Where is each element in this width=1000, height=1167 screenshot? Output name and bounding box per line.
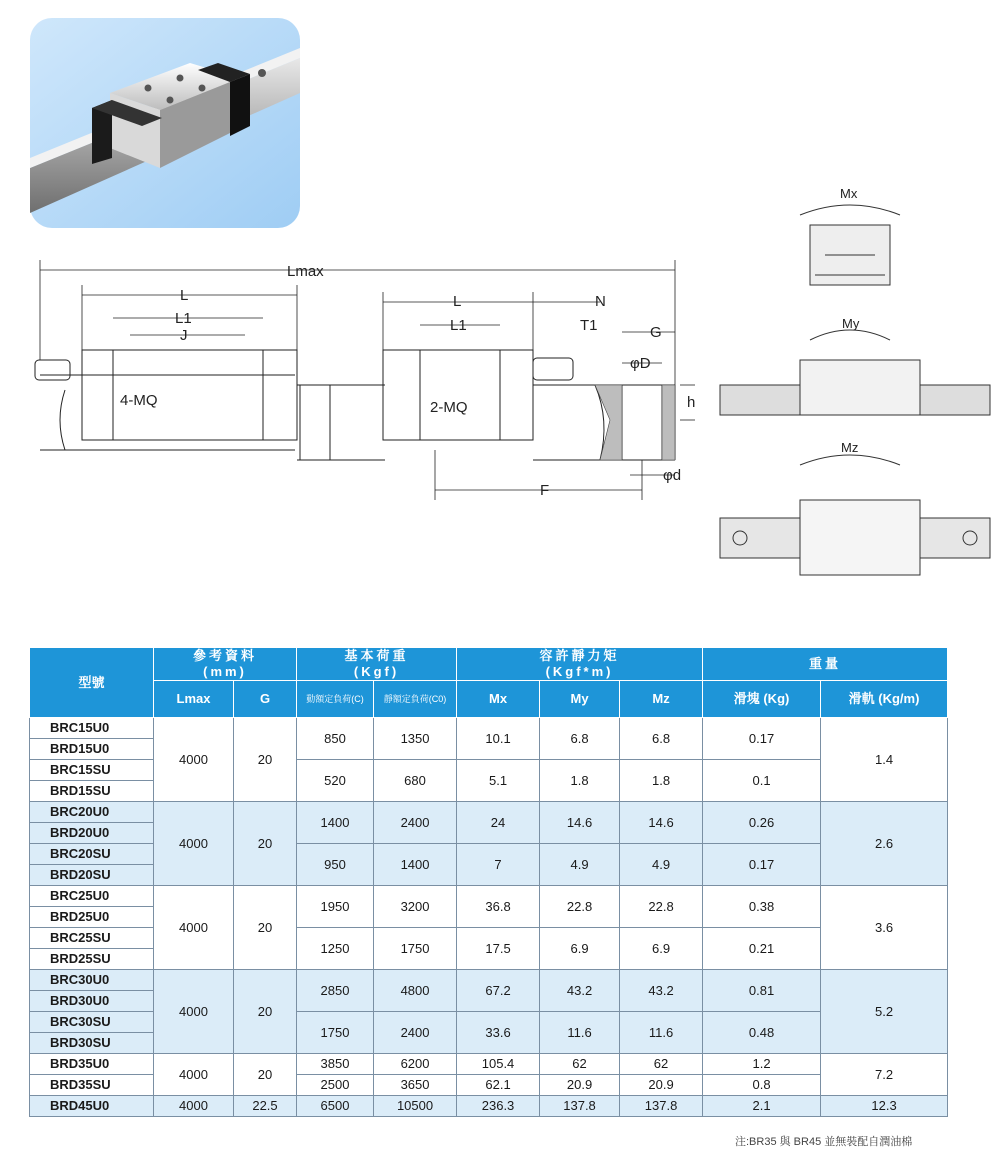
rail-weight-cell: 5.2: [821, 970, 948, 1054]
mx-cell: 62.1: [457, 1075, 540, 1096]
model-cell: BRC25SU: [30, 928, 154, 949]
model-cell: BRD15U0: [30, 739, 154, 760]
block-weight-cell: 0.1: [703, 760, 821, 802]
mx-cell: 67.2: [457, 970, 540, 1012]
c-cell: 1250: [297, 928, 374, 970]
table-row: [30, 886, 948, 907]
my-cell: 6.8: [540, 718, 620, 760]
c0-cell: 1350: [374, 718, 457, 760]
mz-cell: 20.9: [620, 1075, 703, 1096]
n-label: N: [595, 293, 606, 310]
block-weight-cell: 0.17: [703, 844, 821, 886]
model-cell: BRD35U0: [30, 1054, 154, 1075]
header-rail-weight: 滑軌 (Kg/m): [821, 681, 948, 718]
c-cell: 850: [297, 718, 374, 760]
block-weight-cell: 0.8: [703, 1075, 821, 1096]
mz-cell: 11.6: [620, 1012, 703, 1054]
block-weight-cell: 0.21: [703, 928, 821, 970]
header-weight: 重量: [703, 648, 948, 681]
c0-cell: 6200: [374, 1054, 457, 1075]
my-cell: 11.6: [540, 1012, 620, 1054]
block-weight-cell: 0.81: [703, 970, 821, 1012]
mz-cell: 43.2: [620, 970, 703, 1012]
lmax-cell: 4000: [154, 970, 234, 1054]
l-label-right: L: [453, 293, 462, 310]
mx-cell: 5.1: [457, 760, 540, 802]
mz-cell: 6.8: [620, 718, 703, 760]
c0-cell: 4800: [374, 970, 457, 1012]
model-cell: BRC15U0: [30, 718, 154, 739]
c0-cell: 2400: [374, 1012, 457, 1054]
mq2-label: 2-MQ: [430, 399, 468, 416]
my-cell: 6.9: [540, 928, 620, 970]
my-cell: 43.2: [540, 970, 620, 1012]
g-cell: 22.5: [234, 1096, 297, 1117]
l-label-left: L: [180, 287, 189, 304]
model-cell: BRD35SU: [30, 1075, 154, 1096]
header-model: 型號: [30, 648, 154, 718]
model-cell: BRC25U0: [30, 886, 154, 907]
g-cell: 20: [234, 1054, 297, 1096]
my-cell: 14.6: [540, 802, 620, 844]
lmax-cell: 4000: [154, 1096, 234, 1117]
model-cell: BRC15SU: [30, 760, 154, 781]
c0-cell: 2400: [374, 802, 457, 844]
block-weight-cell: 0.17: [703, 718, 821, 760]
j-label: J: [180, 327, 188, 344]
mz-cell: 137.8: [620, 1096, 703, 1117]
header-mz: Mz: [620, 681, 703, 718]
mx-cell: 7: [457, 844, 540, 886]
c0-cell: 680: [374, 760, 457, 802]
header-my: My: [540, 681, 620, 718]
c-cell: 520: [297, 760, 374, 802]
c0-cell: 1750: [374, 928, 457, 970]
c0-cell: 10500: [374, 1096, 457, 1117]
c0-cell: 1400: [374, 844, 457, 886]
model-cell: BRD20U0: [30, 823, 154, 844]
table-row: [30, 1054, 948, 1075]
footnote: 注:BR35 與 BR45 並無裝配自潤油棉: [735, 1136, 913, 1148]
model-cell: BRD25U0: [30, 907, 154, 928]
mz-cell: 4.9: [620, 844, 703, 886]
my-cell: 20.9: [540, 1075, 620, 1096]
mz-cell: 14.6: [620, 802, 703, 844]
lmax-label: Lmax: [287, 263, 324, 280]
rail-weight-cell: 12.3: [821, 1096, 948, 1117]
mz-cell: 1.8: [620, 760, 703, 802]
model-cell: BRC30SU: [30, 1012, 154, 1033]
table-row: [30, 802, 948, 823]
h-label: h: [687, 394, 696, 411]
mq4-label: 4-MQ: [120, 392, 158, 409]
table-row: [30, 1096, 948, 1117]
lmax-cell: 4000: [154, 1054, 234, 1096]
g-cell: 20: [234, 718, 297, 802]
model-cell: BRD25SU: [30, 949, 154, 970]
mx-cell: 17.5: [457, 928, 540, 970]
t1-label: T1: [580, 317, 598, 334]
block-weight-cell: 2.1: [703, 1096, 821, 1117]
model-cell: BRC20U0: [30, 802, 154, 823]
header-moment: 容許靜力矩 (Kgf*m): [457, 648, 703, 681]
rail-weight-cell: 1.4: [821, 718, 948, 802]
header-load: 基本荷重 (Kgf): [297, 648, 457, 681]
header-lmax: Lmax: [154, 681, 234, 718]
my-cell: 4.9: [540, 844, 620, 886]
model-cell: BRC20SU: [30, 844, 154, 865]
g-cell: 20: [234, 886, 297, 970]
model-cell: BRD20SU: [30, 865, 154, 886]
model-cell: BRC30U0: [30, 970, 154, 991]
c-cell: 1750: [297, 1012, 374, 1054]
lmax-cell: 4000: [154, 802, 234, 886]
c-cell: 950: [297, 844, 374, 886]
c-cell: 1950: [297, 886, 374, 928]
f-label: F: [540, 482, 550, 499]
mx-cell: 236.3: [457, 1096, 540, 1117]
product-photo: [30, 18, 300, 228]
lmax-cell: 4000: [154, 718, 234, 802]
lmax-cell: 4000: [154, 886, 234, 970]
model-cell: BRD45U0: [30, 1096, 154, 1117]
mz-label: Mz: [841, 440, 859, 455]
header-block-weight: 滑塊 (Kg): [703, 681, 821, 718]
rail-weight-cell: 7.2: [821, 1054, 948, 1096]
spec-table-body: [30, 718, 948, 1117]
c-cell: 3850: [297, 1054, 374, 1075]
header-c: 動額定負荷(C): [297, 681, 374, 718]
mz-cell: 62: [620, 1054, 703, 1075]
g-cell: 20: [234, 802, 297, 886]
moment-diagrams: [715, 180, 995, 580]
my-cell: 137.8: [540, 1096, 620, 1117]
header-g: G: [234, 681, 297, 718]
c-cell: 2850: [297, 970, 374, 1012]
c0-cell: 3200: [374, 886, 457, 928]
mx-label: Mx: [840, 186, 858, 201]
c-cell: 1400: [297, 802, 374, 844]
mx-cell: 105.4: [457, 1054, 540, 1075]
spec-table: [29, 647, 948, 1117]
block-weight-cell: 0.26: [703, 802, 821, 844]
block-weight-cell: 0.38: [703, 886, 821, 928]
mx-cell: 10.1: [457, 718, 540, 760]
header-ref: 參考資料 (mm): [154, 648, 297, 681]
table-row: [30, 970, 948, 991]
rail-dimension-drawing: [25, 250, 705, 510]
model-cell: BRD30SU: [30, 1033, 154, 1054]
c-cell: 6500: [297, 1096, 374, 1117]
my-label: My: [842, 316, 860, 331]
rail-weight-cell: 2.6: [821, 802, 948, 886]
l1-label-right: L1: [450, 317, 467, 334]
table-row: [30, 718, 948, 739]
mz-cell: 6.9: [620, 928, 703, 970]
c0-cell: 3650: [374, 1075, 457, 1096]
phi-d-small-label: φd: [663, 467, 682, 484]
mx-cell: 24: [457, 802, 540, 844]
my-cell: 62: [540, 1054, 620, 1075]
mx-cell: 36.8: [457, 886, 540, 928]
g-label: G: [650, 324, 662, 341]
g-cell: 20: [234, 970, 297, 1054]
mz-cell: 22.8: [620, 886, 703, 928]
l1-label-left: L1: [175, 310, 192, 327]
mx-cell: 33.6: [457, 1012, 540, 1054]
model-cell: BRD30U0: [30, 991, 154, 1012]
block-weight-cell: 0.48: [703, 1012, 821, 1054]
model-cell: BRD15SU: [30, 781, 154, 802]
c-cell: 2500: [297, 1075, 374, 1096]
my-cell: 1.8: [540, 760, 620, 802]
block-weight-cell: 1.2: [703, 1054, 821, 1075]
rail-weight-cell: 3.6: [821, 886, 948, 970]
phi-d-big-label: φD: [630, 355, 651, 372]
header-c0: 靜額定負荷(C0): [374, 681, 457, 718]
my-cell: 22.8: [540, 886, 620, 928]
header-mx: Mx: [457, 681, 540, 718]
